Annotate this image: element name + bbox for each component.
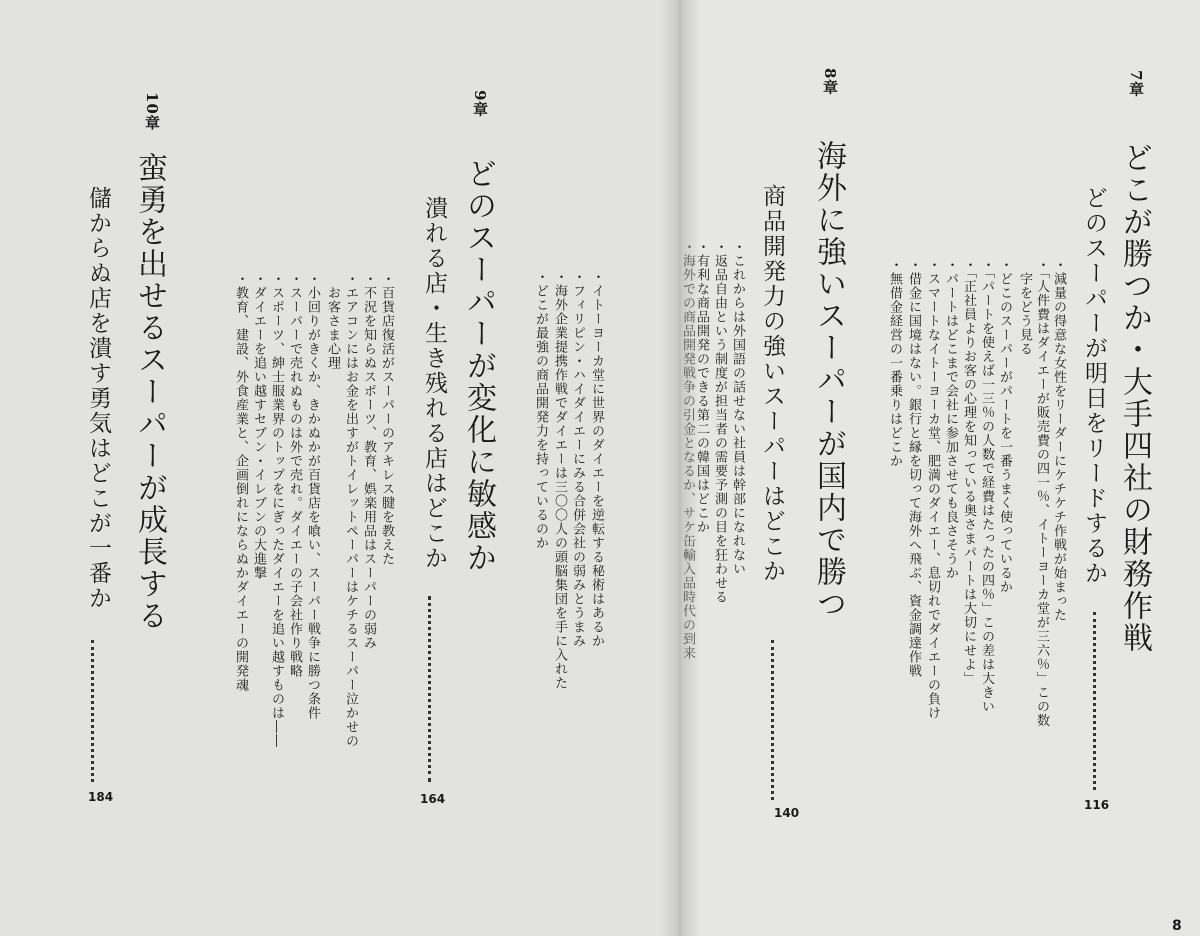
chapter-10-subtitle: 儲からぬ店を潰す勇気はどこが一番か <box>85 186 111 611</box>
chapter-10-number: 10章 <box>143 92 161 131</box>
chapter-8-bullet: ・返品自由という制度が担当者の需要予測の目を狂わせる <box>712 240 727 604</box>
chapter-10-bullet: ・ダイエーを追い越すセブン・イレブンの大進撃 <box>251 272 266 580</box>
chapter-7-bullet: ・減量の得意な女性をリーダーにケチケチ作戦が始まった <box>1051 258 1066 622</box>
chapter-8-subtitle: 商品開発力の強いスーパーはどこか <box>759 184 785 584</box>
chapter-7-leader-dots <box>1093 612 1100 790</box>
footer-page-number: 8 <box>1172 918 1182 934</box>
chapter-7-bullet: ・どこのスーパーがパートを一番うまく使っているか <box>997 258 1012 594</box>
chapter-7-page-number: 116 <box>1084 798 1110 812</box>
chapter-7-bullet: ・スマートなイトーヨーカ堂、肥満のダイエー、息切れでダイエーの負け <box>925 258 940 720</box>
chapter-10-bullet: ・スポーツ、紳士服業界のトップをにぎったダイエーを追い越すものは―― <box>269 272 284 748</box>
chapter-7-bullet: ・無借金経営の一番乗りはどこか <box>887 258 902 468</box>
chapter-9-number: 9章 <box>471 90 489 118</box>
chapter-10-bullet: ・教育、建設、外食産業と、企画倒れにならぬかダイエーの開発魂 <box>233 272 248 692</box>
chapter-8-page-number: 140 <box>774 806 800 820</box>
chapter-10-bullet: ・小回りがきくか、きかぬかが百貨店を喰い、スーパー戦争に勝つ条件 <box>305 272 320 720</box>
chapter-7-bullet: ・「人件費はダイエーが販売費の四一％、イトーヨーカ堂が三六％」この数 <box>1034 258 1049 728</box>
chapter-7-bullet: 字をどう見る <box>1017 258 1032 356</box>
chapter-8-bullet: ・有利な商品開発のできる第二の韓国はどこか <box>694 240 709 534</box>
chapter-7-bullet: ・「パートを使えば一三％の人数で経費はたったの四％」この差は大きい <box>979 258 994 714</box>
chapter-7-bullet: ・パートはどこまで会社に参加させても良さそうか <box>943 258 958 580</box>
chapter-7-bullet: ・借金に国境はない。銀行と縁を切って海外へ飛ぶ、資金調達作戦 <box>906 258 921 678</box>
chapter-10-bullet: ・エアコンにはお金を出すがトイレットペーパーはケチるスーパー泣かせの <box>343 272 358 748</box>
chapter-10-page-number: 184 <box>88 790 114 804</box>
chapter-9-bullet: ・どこが最強の商品開発力を持っているのか <box>533 270 548 550</box>
chapter-10-bullet: ・不況を知らぬスポーツ、教育、娯楽用品はスーパーの弱み <box>361 272 376 650</box>
chapter-9-subtitle: 潰れる店・生き残れる店はどこか <box>421 196 447 571</box>
chapter-10-bullet: お客さま心理 <box>325 272 340 370</box>
chapter-9-leader-dots <box>428 596 435 782</box>
chapter-7-bullet: ・「正社員よりお客の心理を知っている奥さまパートは大切にせよ」 <box>961 258 976 686</box>
chapter-7-subtitle: どのスーパーが明日をリードするか <box>1081 186 1107 586</box>
chapter-8-number: 8章 <box>821 68 839 96</box>
chapter-7-title: どこが勝つか・大手四社の財務作戦 <box>1117 142 1152 654</box>
chapter-9-bullet: ・フィリピン・ハイダイエーにみる合併会社の弱みとうまみ <box>570 270 585 648</box>
chapter-8-leader-dots <box>771 640 778 800</box>
chapter-9-bullet: ・海外企業提携作戦でダイエーは三〇〇人の頭脳集団を手に入れた <box>552 270 567 690</box>
chapter-8-bullet: ・これからは外国語の話せない社員は幹部になれない <box>730 240 745 576</box>
chapter-9-title: どのスーパーが変化に敏感か <box>461 158 496 574</box>
chapter-9-page-number: 164 <box>420 792 446 806</box>
chapter-8-bullet: ・海外での商品開発戦争の引金となるか、サケ缶輸入品時代の到来 <box>680 240 695 660</box>
chapter-7-number: 7章 <box>1127 70 1145 98</box>
chapter-8-title: 海外に強いスーパーが国内で勝つ <box>811 140 846 620</box>
chapter-9-bullet: ・イトーヨーカ堂に世界のダイエーを逆転する秘術はあるか <box>589 270 604 648</box>
chapter-10-title: 蛮勇を出せるスーパーが成長する <box>132 152 167 632</box>
chapter-10-leader-dots <box>91 640 98 782</box>
chapter-10-bullet: ・百貨店復活がスーパーのアキレス腱を教えた <box>379 272 394 566</box>
chapter-10-bullet: ・スーパーで売れぬものは外で売れ。ダイエーの子会社作り戦略 <box>287 272 302 678</box>
